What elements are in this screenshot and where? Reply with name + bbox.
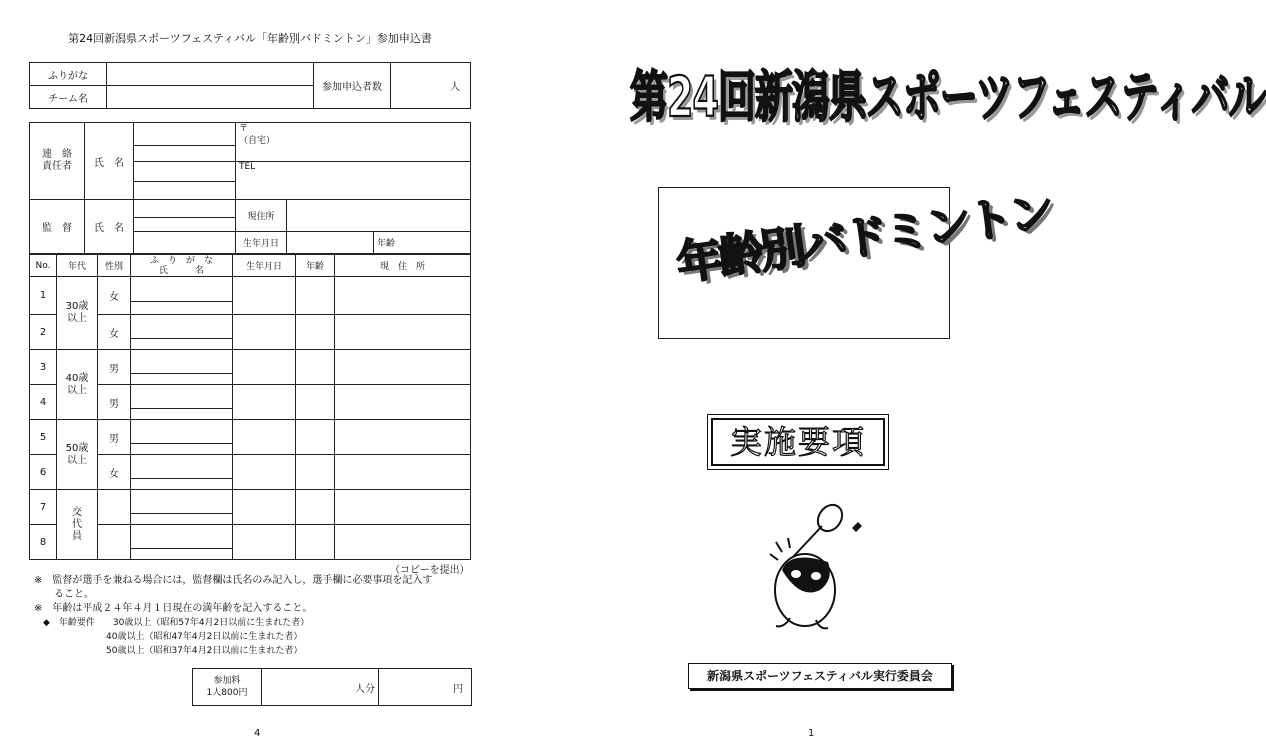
coach-birth-field[interactable] xyxy=(287,232,374,254)
row-number: 5 xyxy=(30,420,57,455)
player-name-field[interactable] xyxy=(131,350,233,385)
badminton-mascot-icon xyxy=(760,500,870,640)
home-label: （自宅） xyxy=(239,136,276,146)
contact-name-field[interactable] xyxy=(134,146,236,162)
fee-yen-field[interactable] xyxy=(379,669,472,706)
copy-note: （コピーを提出） xyxy=(390,565,470,576)
sex-cell: 男 xyxy=(98,420,131,455)
furigana-label: ふりがな xyxy=(30,63,107,86)
row-number: 8 xyxy=(30,525,57,560)
contact-person-label: 連 絡 責任者 xyxy=(30,123,85,200)
player-name-field[interactable] xyxy=(131,315,233,350)
team-label: チーム名 xyxy=(30,86,107,109)
fee-table xyxy=(192,668,472,706)
age-group-label: 交 代 員 xyxy=(57,490,98,560)
player-age-field[interactable] xyxy=(296,277,335,315)
player-birth-field[interactable] xyxy=(233,525,296,560)
table-row xyxy=(30,420,471,455)
count-unit: 人 xyxy=(450,82,460,93)
player-name-field[interactable] xyxy=(131,277,233,315)
player-age-field[interactable] xyxy=(296,420,335,455)
note-line: ※ 監督が選手を兼ねる場合には，監督欄は氏名のみ記入し，選手欄に必要事項を記入す xyxy=(34,575,433,586)
notes xyxy=(34,574,432,658)
contact-name-label: 氏 名 xyxy=(85,123,134,200)
player-address-field[interactable] xyxy=(335,350,471,385)
table-row xyxy=(30,490,471,525)
age-group-label: 30歳 以上 xyxy=(57,277,98,350)
form-heading: 第24回新潟県スポーツフェスティバル「年齢別バドミントン」参加申込書 xyxy=(68,32,432,45)
coach-address-field[interactable] xyxy=(287,200,471,232)
sex-cell xyxy=(98,490,131,525)
count-field[interactable] xyxy=(391,63,471,109)
player-address-field[interactable] xyxy=(335,525,471,560)
header-birth: 生年月日 xyxy=(233,255,296,277)
count-label: 参加申込者数 xyxy=(314,63,391,109)
contact-tel[interactable] xyxy=(236,162,471,200)
player-name-field[interactable] xyxy=(131,385,233,420)
furigana-field[interactable] xyxy=(107,63,314,86)
player-birth-field[interactable] xyxy=(233,420,296,455)
contact-home-address[interactable] xyxy=(236,123,471,162)
player-name-field[interactable] xyxy=(131,420,233,455)
header-address: 現 住 所 xyxy=(335,255,471,277)
note-line: 40歳以上（昭和47年4月2日以前に生まれた者） xyxy=(34,632,303,642)
fee-people-field[interactable] xyxy=(262,669,379,706)
player-age-field[interactable] xyxy=(296,350,335,385)
coach-name-field[interactable] xyxy=(134,218,236,232)
player-birth-field[interactable] xyxy=(233,490,296,525)
row-number: 6 xyxy=(30,455,57,490)
tel-label: TEL xyxy=(239,162,256,172)
coach-age-label: 年齢 xyxy=(377,239,396,249)
page-number-right: 1 xyxy=(808,728,815,739)
coach-birth-label: 生年月日 xyxy=(236,232,287,254)
coach-name-field-2[interactable] xyxy=(134,232,236,254)
contact-name-field-2[interactable] xyxy=(134,162,236,182)
header-sex: 性別 xyxy=(98,255,131,277)
player-age-field[interactable] xyxy=(296,315,335,350)
player-address-field[interactable] xyxy=(335,420,471,455)
header-age: 年齢 xyxy=(296,255,335,277)
sex-cell: 女 xyxy=(98,315,131,350)
page-number-left: 4 xyxy=(254,728,261,739)
application-form-page xyxy=(0,0,500,743)
player-age-field[interactable] xyxy=(296,455,335,490)
sex-cell: 女 xyxy=(98,277,131,315)
contact-furigana-field[interactable] xyxy=(134,123,236,146)
team-field[interactable] xyxy=(107,86,314,109)
player-birth-field[interactable] xyxy=(233,315,296,350)
player-birth-field[interactable] xyxy=(233,455,296,490)
row-number: 3 xyxy=(30,350,57,385)
note-line: 50歳以上（昭和37年4月2日以前に生まれた者） xyxy=(34,646,303,656)
player-birth-field[interactable] xyxy=(233,277,296,315)
coach-name-label: 氏 名 xyxy=(85,200,134,254)
player-age-field[interactable] xyxy=(296,525,335,560)
sex-cell: 女 xyxy=(98,455,131,490)
player-address-field[interactable] xyxy=(335,315,471,350)
committee-name: 新潟県スポーツフェスティバル実行委員会 xyxy=(688,663,952,689)
people-unit: 人分 xyxy=(355,683,375,695)
team-table xyxy=(29,62,471,109)
age-group-label: 50歳 以上 xyxy=(57,420,98,490)
header-no: No. xyxy=(30,255,57,277)
guidelines-box xyxy=(711,418,885,466)
header-age-group: 年代 xyxy=(57,255,98,277)
player-birth-field[interactable] xyxy=(233,350,296,385)
fee-label: 参加料 1人800円 xyxy=(193,669,262,706)
sex-cell: 男 xyxy=(98,385,131,420)
coach-age-field[interactable] xyxy=(374,232,471,254)
player-birth-field[interactable] xyxy=(233,385,296,420)
note-line: ること。 xyxy=(34,589,94,600)
event-name: 年齢別バドミントン xyxy=(673,184,1055,291)
player-address-field[interactable] xyxy=(335,385,471,420)
yen-unit: 円 xyxy=(453,683,463,695)
player-address-field[interactable] xyxy=(335,277,471,315)
row-number: 4 xyxy=(30,385,57,420)
row-number: 2 xyxy=(30,315,57,350)
roster-table xyxy=(29,254,471,560)
sex-cell: 男 xyxy=(98,350,131,385)
player-age-field[interactable] xyxy=(296,385,335,420)
player-address-field[interactable] xyxy=(335,490,471,525)
age-group-label: 40歳 以上 xyxy=(57,350,98,420)
player-address-field[interactable] xyxy=(335,455,471,490)
contact-table xyxy=(29,122,471,254)
player-name-field[interactable] xyxy=(131,455,233,490)
guidelines-title: 実施要項 xyxy=(729,423,866,461)
player-age-field[interactable] xyxy=(296,490,335,525)
table-row xyxy=(30,350,471,385)
note-line: ※ 年齢は平成２４年４月１日現在の満年齢を記入すること。 xyxy=(34,603,313,614)
header-furigana: ふ り が な xyxy=(149,255,213,266)
coach-label: 監 督 xyxy=(30,200,85,254)
note-line: ◆ 年齢要件 30歳以上（昭和57年4月2日以前に生まれた者） xyxy=(34,618,310,628)
festival-title: 第24回新潟県スポーツフェスティバル xyxy=(630,65,1266,129)
header-name-text: 氏 名 xyxy=(158,265,204,276)
player-name-field[interactable] xyxy=(131,525,233,560)
coach-furigana-field[interactable] xyxy=(134,200,236,218)
row-number: 1 xyxy=(30,277,57,315)
table-row xyxy=(30,277,471,315)
player-name-field[interactable] xyxy=(131,490,233,525)
coach-address-label: 現住所 xyxy=(236,200,287,232)
sex-cell xyxy=(98,525,131,560)
postal-mark: 〒 xyxy=(239,124,249,134)
row-number: 7 xyxy=(30,490,57,525)
header-name xyxy=(131,255,233,277)
